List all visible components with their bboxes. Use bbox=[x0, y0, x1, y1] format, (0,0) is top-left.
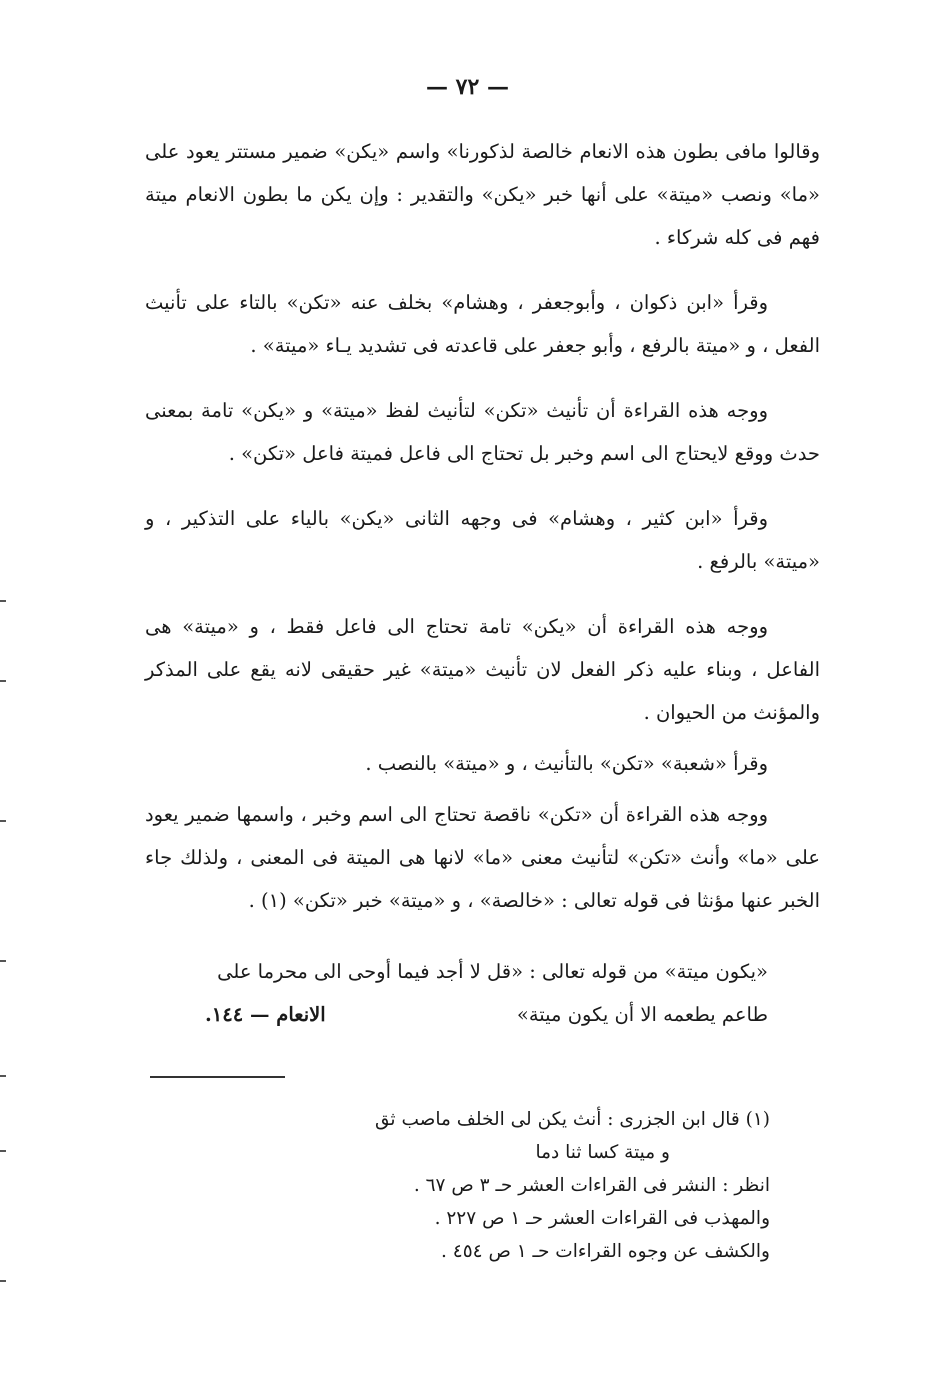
citation-line-2 bbox=[145, 993, 820, 1036]
paragraph-3: ووجه هذه القراءة أن تأنيث «تكن» لتأنيث لفظ «ميتة» و «يكن» تامة بمعنى حدث ووقع لايحتاج الى اسم وخبر بل تحتاج الى فاعل فميتة فاعل «تكن» . bbox=[145, 399, 820, 465]
footnote-divider bbox=[150, 1076, 285, 1078]
citation-reference: الانعام — ١٤٤. bbox=[205, 1003, 326, 1026]
paragraph-7: ووجه هذه القراءة أن «تكن» ناقصة تحتاج الى اسم وخبر ، واسمها ضمير يعود على «ما» وأنث «تكن» لتأنيث معنى «ما» لانها هى الميتة فى المعنى ، ولذلك جاء الخبر عنها مؤنثا فى قوله تعالى : «خالصة» ، و «ميتة» خبر «تكن» (١) . bbox=[145, 803, 820, 912]
scan-margin-mark bbox=[0, 960, 6, 962]
page-number: — ٧٢ — bbox=[426, 74, 509, 100]
footnote-line-5: والكشف عن وجوه القراءات حـ ١ ص ٤٥٤ . bbox=[441, 1241, 770, 1262]
footnote-line-2: و ميتة كسا ثنا دما bbox=[535, 1142, 670, 1163]
citation-text: طاعم يطعمه الا أن يكون ميتة» bbox=[516, 1003, 768, 1026]
scan-margin-mark bbox=[0, 1075, 6, 1077]
paragraph-5: ووجه هذه القراءة أن «يكن» تامة تحتاج الى فاعل فقط ، و «ميتة» هى الفاعل ، وبناء عليه ذكر الفعل لان تأنيث «ميتة» غير حقيقى لانه يقع على المذكر والمؤنث من الحيوان . bbox=[145, 615, 820, 724]
paragraph-2: وقرأ «ابن ذكوان ، وأبوجعفر ، وهشام» بخلف عنه «تكن» بالتاء على تأنيث الفعل ، و «ميتة بالرفع ، وأبو جعفر على قاعدته فى تشديد يـاء «ميتة» . bbox=[145, 291, 820, 357]
scan-margin-mark bbox=[0, 1280, 6, 1282]
paragraph-4: وقرأ «ابن كثير ، وهشام» فى وجهه الثانى «يكن» بالياء على التذكير ، و «ميتة» بالرفع . bbox=[145, 507, 820, 573]
scan-margin-mark bbox=[0, 680, 6, 682]
footnote-line-1: (١) قال ابن الجزرى : أنث يكن لى الخلف ماصب ثق bbox=[375, 1109, 770, 1130]
scan-margin-mark bbox=[0, 1150, 6, 1152]
quran-citation bbox=[145, 950, 820, 1036]
scan-margin-mark bbox=[0, 600, 6, 602]
paragraph-6: وقرأ «شعبة» «تكن» بالتأنيث ، و «ميتة» بالنصب . bbox=[365, 752, 768, 775]
citation-line-1: «يكون ميتة» من قوله تعالى : «قل لا أجد فيما أوحى الى محرما على bbox=[217, 960, 768, 983]
footnote-line-4: والمهذب فى القراءات العشر حـ ١ ص ٢٢٧ . bbox=[434, 1208, 770, 1229]
paragraph-1: وقالوا مافى بطون هذه الانعام خالصة لذكورنا» واسم «يكن» ضمير مستتر يعود على «ما» ونصب «ميتة» على أنها خبر «يكن» والتقدير : وإن يكن ما بطون الانعام ميتة فهم فى كله شركاء . bbox=[145, 140, 820, 249]
body-text bbox=[145, 130, 820, 1036]
scan-margin-mark bbox=[0, 820, 6, 822]
footnotes bbox=[250, 1103, 770, 1268]
footnote-line-3: انظر : النشر فى القراءات العشر حـ ٣ ص ٦٧ . bbox=[413, 1175, 770, 1196]
